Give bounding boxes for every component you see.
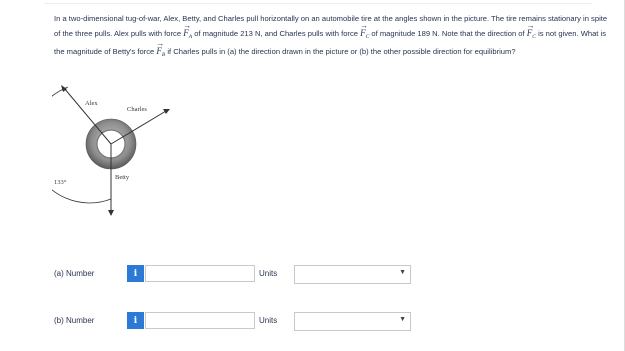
- problem-text-5: if Charles pulls in (a) the direction drawn in the picture or (b) the other possible direction for equilibrium?: [167, 47, 516, 56]
- problem-statement: [54, 13, 614, 61]
- info-icon[interactable]: i: [127, 312, 144, 329]
- problem-text-1: In a two-dimensional tug-of-war, Alex, Betty, and Charles pull horizontally on an automobile tire at the angles shown in the picture. The tire remains stationary in spite of the three pulls. Alex pulls with force: [54, 14, 608, 38]
- top-divider: [44, 3, 592, 4]
- tire-diagram: [52, 82, 180, 224]
- part-b-label: (b) Number: [54, 316, 95, 325]
- units-select-b[interactable]: [294, 312, 411, 331]
- force-c-symbol: → $F_C$: [526, 21, 536, 40]
- info-icon[interactable]: i: [127, 265, 144, 282]
- units-select-a[interactable]: [294, 265, 411, 284]
- problem-text-3: of magnitude 189 N. Note that the direction of: [371, 29, 525, 38]
- betty-label: Betty: [115, 174, 130, 181]
- betty-arrow-icon: [108, 210, 114, 216]
- problem-text-2: of magnitude 213 N, and Charles pulls with force: [194, 29, 358, 38]
- force-a-symbol: → $F_A$: [183, 21, 193, 40]
- force-b-symbol: → $F_B$: [156, 39, 166, 58]
- units-label-a: Units: [259, 269, 278, 278]
- number-input-a[interactable]: [145, 265, 255, 282]
- answer-row-a: [54, 263, 424, 285]
- tug-of-war-figure: [52, 82, 180, 224]
- charles-label: Charles: [127, 106, 147, 113]
- force-c-symbol: → $F_C$: [360, 21, 370, 40]
- alex-label: Alex: [85, 100, 98, 107]
- units-label-b: Units: [259, 316, 278, 325]
- charles-arrow-icon: [163, 109, 170, 114]
- part-a-label: (a) Number: [54, 269, 95, 278]
- chevron-down-icon: ▼: [399, 269, 406, 276]
- number-input-b[interactable]: [145, 312, 255, 329]
- problem-text-4: is not given. What is the magnitude of Betty's force: [54, 29, 607, 56]
- answer-row-b: [54, 310, 424, 332]
- angle-label: 133°: [54, 179, 67, 186]
- chevron-down-icon: ▼: [399, 316, 406, 323]
